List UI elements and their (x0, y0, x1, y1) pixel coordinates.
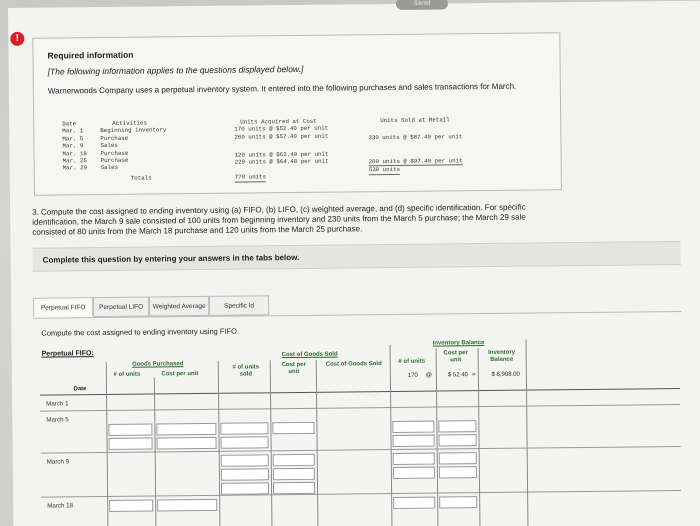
grid-title: Perpetual FIFO: (41, 350, 94, 358)
row-date: Mar. 5 (62, 135, 84, 143)
row-label-march-18: March 18 (47, 502, 74, 510)
cogs-cost-input[interactable] (273, 454, 315, 466)
cogs-cost-input[interactable] (273, 482, 315, 494)
col-inv-balance: Inventory Balance (488, 349, 516, 363)
tab-perpetual-lifo[interactable]: Perpetual LIFO (93, 297, 149, 318)
col-header-acquired: Units Acquired at Cost (240, 117, 317, 126)
inv-units-value: 170 (407, 372, 418, 379)
saved-status: Saved (396, 0, 448, 10)
inv-cost-value: $ 52.40 (447, 372, 468, 379)
row-activity: Sales (100, 142, 118, 150)
row-date: Mar. 9 (62, 142, 84, 150)
row-divider (40, 404, 680, 412)
col-cost-per-unit: Cost per unit (161, 371, 199, 378)
row-acquired: 260 units @ $57.40 per unit (234, 132, 329, 141)
units-sold-input[interactable] (221, 482, 269, 495)
row-acquired: 220 units @ $64.40 per unit (234, 157, 329, 166)
row-sold: 200 units @ $97.40 per unit (368, 157, 463, 166)
row-label-march-9: March 9 (46, 458, 70, 466)
group-cogs: Cost of Goods Sold (281, 351, 338, 359)
at-sign: @ (425, 372, 432, 379)
cogs-cost-input[interactable] (272, 422, 314, 434)
panel-prompt: Compute the cost assigned to ending inventory using FIFO. (41, 326, 240, 338)
row-date: Mar. 29 (62, 164, 88, 172)
row-date: Mar. 18 (62, 149, 87, 158)
inv-cost-input[interactable] (438, 434, 476, 446)
units-sold-input[interactable] (221, 454, 269, 467)
cost-per-unit-input[interactable] (157, 499, 217, 512)
tab-perpetual-fifo[interactable]: Perpetual FIFO (33, 297, 93, 318)
info-note: [The following information applies to the questions displayed below.] (47, 63, 304, 77)
col-inv-units: # of units (398, 358, 426, 365)
row-activity: Beginning inventory (100, 126, 167, 135)
units-purchased-input[interactable] (108, 424, 152, 436)
cost-per-unit-input[interactable] (157, 437, 217, 450)
row-date: Mar. 1 (62, 127, 84, 135)
inv-cost-input[interactable] (439, 452, 477, 464)
row-divider (41, 490, 681, 498)
row-label-march-5: March 5 (46, 416, 69, 424)
col-header-sold: Units Sold at Retail (380, 116, 450, 125)
equals-sign: = (472, 372, 476, 379)
col-date: Date (73, 386, 87, 393)
col-units-sold: # of units sold (232, 364, 260, 378)
col-divider (270, 360, 273, 526)
alert-icon: ! (10, 32, 24, 46)
inv-cost-input[interactable] (439, 466, 477, 478)
totals-acquired: 770 units (234, 173, 267, 182)
inv-units-input[interactable] (392, 421, 434, 433)
page (8, 1, 700, 526)
group-inventory-balance: Inventory Balance (432, 340, 485, 347)
units-purchased-input[interactable] (109, 500, 153, 512)
inv-units-input[interactable] (393, 467, 435, 479)
fifo-grid (40, 342, 682, 526)
info-body: Warnerwoods Company uses a perpetual inventory system. It entered into the following purchases and sales transactions for March. (47, 81, 517, 96)
tab-weighted-average[interactable]: Weighted Average (149, 296, 209, 317)
question-text: 3. Compute the cost assigned to ending inventory using (a) FIFO, (b) LIFO, (c) weighted average, and (d) specific identification. For specific identification, the March 9 sale consisted of 100 units from beginning inventory and 230 units from the March 5 purchase; the March 29 sale consisted of 80 units from the March 18 purchase and 120 units from the March 25 purchase. (32, 202, 526, 237)
col-divider (316, 360, 319, 526)
row-acquired: 170 units @ $52.40 per unit (234, 125, 329, 134)
cogs-cost-input[interactable] (273, 468, 315, 480)
header-divider (40, 388, 680, 396)
inv-units-input[interactable] (393, 497, 435, 509)
row-activity: Purchase (100, 156, 129, 165)
inv-cost-input[interactable] (439, 496, 477, 508)
activity-table (58, 115, 559, 188)
cost-per-unit-input[interactable] (156, 423, 216, 436)
row-activity: Purchase (100, 134, 129, 142)
col-inv-cost: Cost per unit (443, 350, 468, 364)
units-sold-input[interactable] (220, 422, 268, 435)
row-date: Mar. 25 (62, 157, 87, 165)
inv-cost-input[interactable] (438, 420, 476, 432)
col-cogs-total: Cost of Goods Sold (325, 361, 382, 368)
inv-units-input[interactable] (393, 453, 435, 465)
col-units-purchased: # of units (113, 371, 141, 378)
row-activity: Sales (100, 164, 119, 172)
col-header-date: Date (62, 120, 77, 128)
row-activity: Purchase (100, 149, 129, 157)
units-sold-input[interactable] (221, 468, 269, 481)
tab-specific-id[interactable]: Specific Id (209, 295, 269, 316)
row-sold: 330 units @ $87.40 per unit (368, 133, 463, 142)
col-divider (526, 340, 529, 526)
inv-balance-value: $ 8,908.00 (491, 371, 520, 378)
inv-units-input[interactable] (392, 435, 434, 447)
units-sold-input[interactable] (221, 436, 269, 449)
totals-sold: 530 units (368, 166, 401, 174)
row-acquired: 120 units @ $62.40 per unit (234, 150, 329, 159)
row-label-march-1: March 1 (46, 400, 69, 408)
required-information-box (32, 32, 562, 196)
instruction-bar (33, 241, 681, 272)
info-title: Required information (47, 49, 134, 61)
fifo-panel (33, 311, 683, 526)
units-purchased-input[interactable] (109, 438, 153, 450)
col-cogs-cost-per-unit: Cost per unit (281, 361, 306, 376)
col-header-activities: Activities (112, 119, 148, 127)
totals-label: Totals (130, 174, 152, 182)
group-goods-purchased: Goods Purchased (132, 361, 184, 368)
instruction-text: Complete this question by entering your answers in the tabs below. (42, 252, 300, 265)
